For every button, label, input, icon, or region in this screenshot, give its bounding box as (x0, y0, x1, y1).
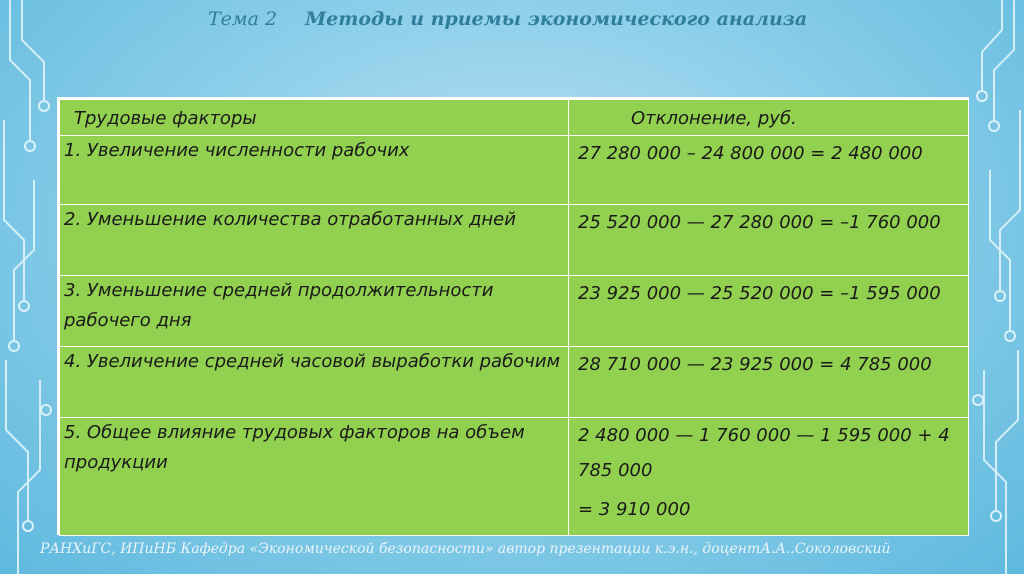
table-row (60, 418, 969, 536)
deviation-cell: 23 925 000 — 25 520 000 = –1 595 000 (569, 276, 969, 347)
table-row (60, 205, 969, 276)
labor-factors-table (57, 97, 969, 535)
deviation-result: = 3 910 000 (578, 499, 691, 520)
table-row (60, 136, 969, 205)
factor-cell: 4. Увеличение средней часовой выработки рабочим (60, 347, 569, 418)
deviation-cell: 28 710 000 — 23 925 000 = 4 785 000 (569, 347, 969, 418)
slide-title (208, 8, 807, 30)
circuit-decoration-right-icon (964, 0, 1024, 574)
topic-number: Тема 2 (208, 8, 278, 30)
factor-cell: 2. Уменьшение количества отработанных дней (60, 205, 569, 276)
deviation-cell: 27 280 000 – 24 800 000 = 2 480 000 (569, 136, 969, 205)
table-row (60, 276, 969, 347)
factor-cell: 5. Общее влияние трудовых факторов на объем продукции (60, 418, 569, 536)
deviation-expression: 2 480 000 — 1 760 000 — 1 595 000 + 4 785 000 (578, 425, 950, 481)
table-row (60, 347, 969, 418)
header-factors: Трудовые факторы (60, 100, 569, 136)
factor-cell: 3. Уменьшение средней продолжительности рабочего дня (60, 276, 569, 347)
header-deviation: Отклонение, руб. (569, 100, 969, 136)
slide-footer: РАНХиГС, ИПиНБ Кафедра «Экономической безопасности» автор презентации к.э.н., доцентА.А..Соколовский (40, 541, 891, 557)
deviation-cell: 25 520 000 — 27 280 000 = –1 760 000 (569, 205, 969, 276)
circuit-decoration-left-icon (0, 0, 60, 574)
factor-cell: 1. Увеличение численности рабочих (60, 136, 569, 205)
topic-title: Методы и приемы экономического анализа (305, 8, 808, 30)
deviation-cell (569, 418, 969, 536)
table-header-row (60, 100, 969, 136)
